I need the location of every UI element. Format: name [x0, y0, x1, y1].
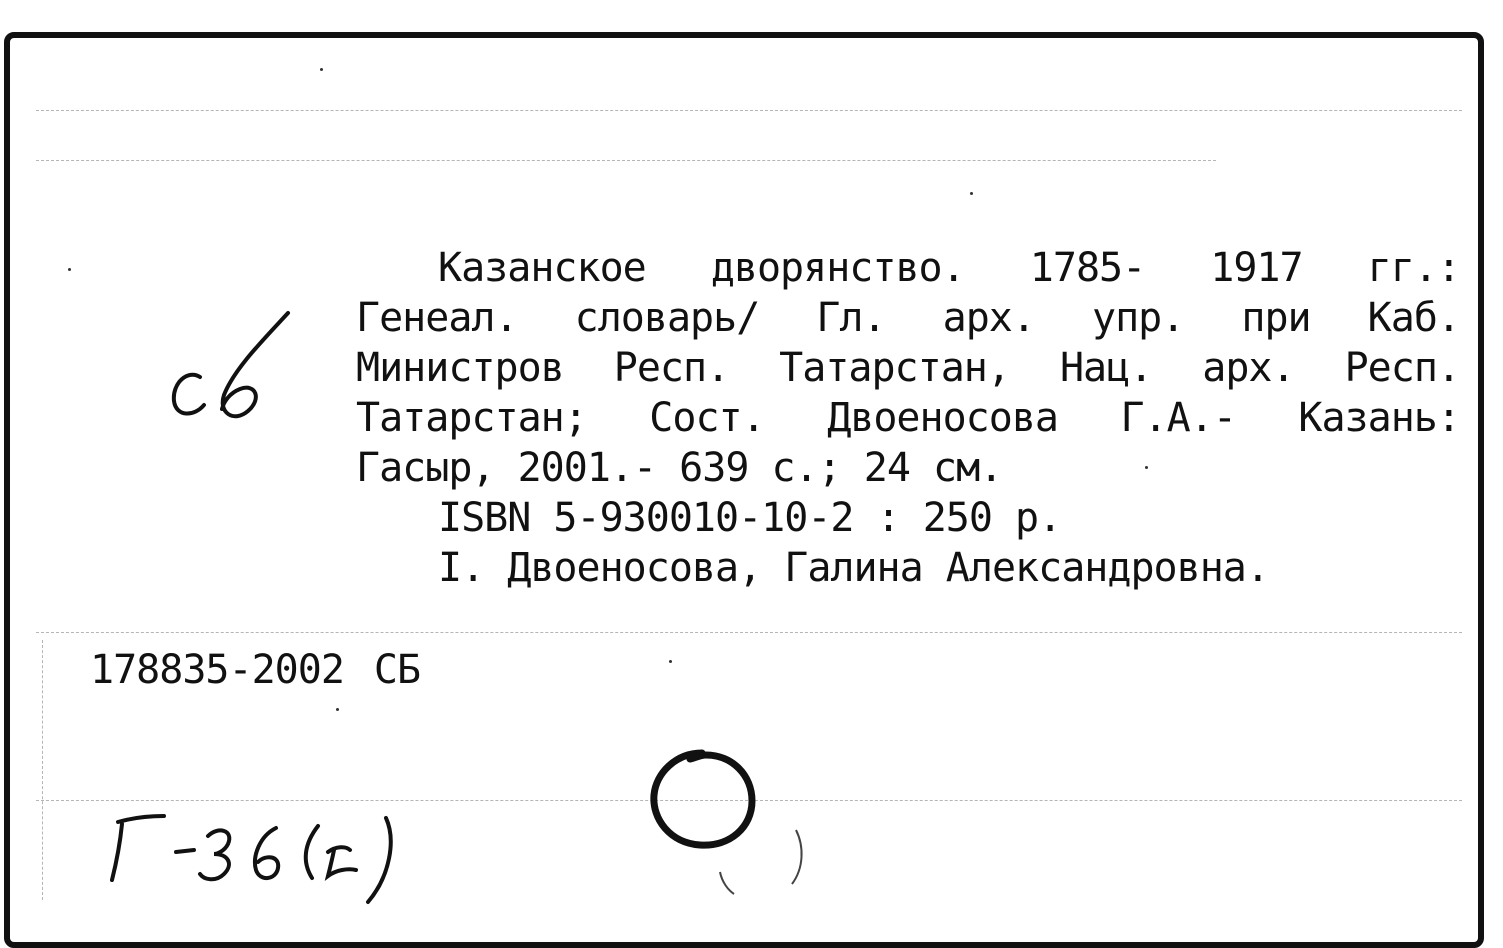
imprint-line: Гасыр, 2001.- 639 с.; 24 см.: [356, 445, 1003, 491]
entry-word: Респ.: [613, 345, 730, 391]
form-rule: [36, 160, 1216, 161]
entry-word: арх.: [1202, 345, 1295, 391]
entry-word: дворянство.: [710, 245, 965, 291]
form-rule: [36, 110, 1462, 111]
speck: [970, 192, 973, 195]
entry-line-3: [356, 343, 1460, 393]
entry-word: Казань:: [1298, 395, 1460, 441]
entry-word: Гл.: [816, 295, 886, 341]
entry-word: упр.: [1092, 295, 1185, 341]
entry-word: при: [1241, 295, 1311, 341]
entry-word: Каб.: [1367, 295, 1460, 341]
speck: [320, 68, 323, 71]
entry-word: Казанское: [438, 245, 646, 291]
entry-word: Татарстан;: [356, 395, 587, 441]
speck: [336, 708, 339, 711]
handwritten-mark: [160, 305, 300, 435]
bibliographic-entry: [356, 243, 1460, 593]
entry-word: Нац.: [1059, 345, 1153, 391]
entry-word: Генеал.: [356, 295, 518, 341]
added-entry: I. Двоеносова, Галина Александровна.: [438, 545, 1269, 591]
entry-word: Респ.: [1344, 345, 1460, 391]
faint-arc: [700, 820, 820, 900]
entry-word: Г.А.-: [1120, 395, 1236, 441]
handwritten-call-number: [96, 800, 416, 910]
form-rule: [36, 632, 1462, 633]
entry-line-4: [356, 393, 1460, 443]
entry-word: словарь/: [574, 295, 760, 341]
accession-number: 178835-2002: [90, 647, 344, 693]
entry-word: Двоеносова: [827, 395, 1059, 441]
isbn-line: ISBN 5-930010-10-2 : 250 р.: [438, 495, 1062, 541]
entry-word: Сост.: [649, 395, 765, 441]
entry-word: Министров: [356, 345, 564, 391]
speck: [68, 268, 71, 271]
shelfmark: [90, 645, 420, 695]
entry-word: 1917: [1210, 245, 1303, 291]
entry-line-1: [356, 243, 1460, 293]
collection-code: СБ: [373, 647, 421, 693]
entry-word: гг.:: [1367, 245, 1460, 291]
entry-line-2: [356, 293, 1460, 343]
form-rule: [42, 640, 43, 900]
speck: [669, 660, 672, 663]
entry-word: арх.: [942, 295, 1035, 341]
entry-word: 1785-: [1029, 245, 1146, 291]
entry-word: Татарстан,: [779, 345, 1010, 391]
